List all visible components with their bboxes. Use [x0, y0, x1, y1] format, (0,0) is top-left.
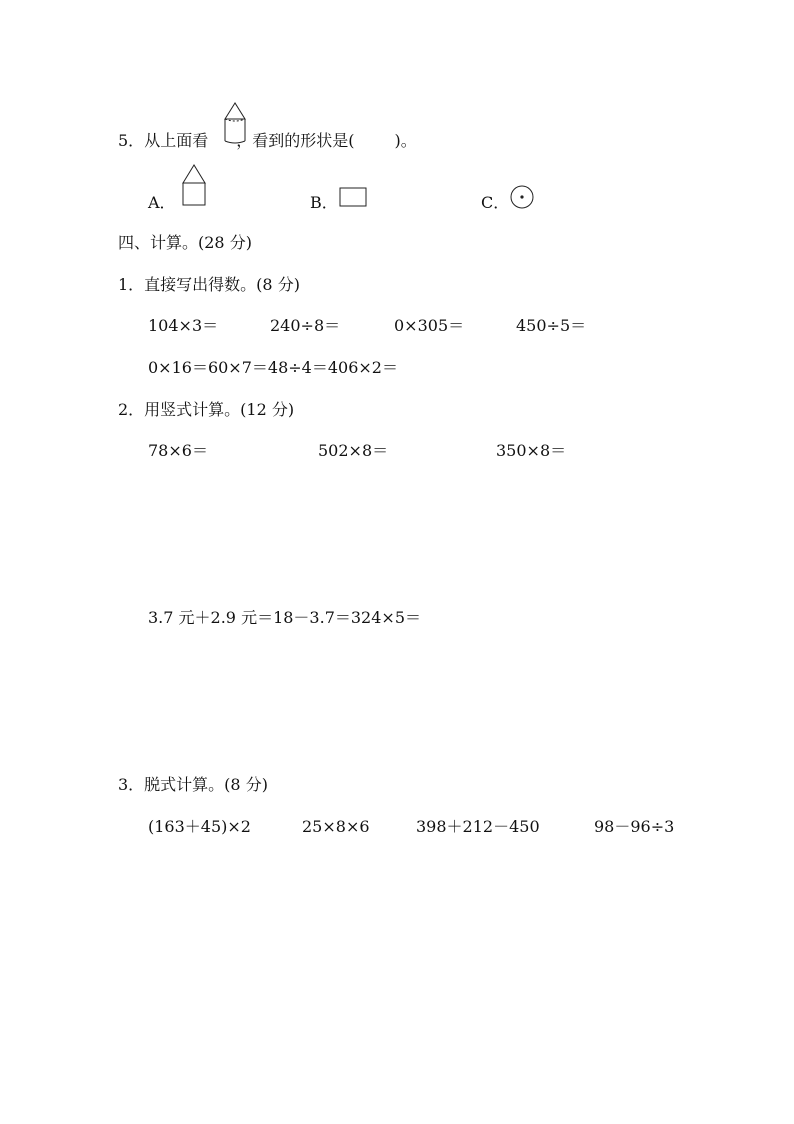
p2-expr-3: 350×8＝: [496, 441, 567, 460]
p2-expr-1: 78×6＝: [148, 441, 208, 460]
p2-row2: 3.7 元＋2.9 元＝18－3.7＝324×5＝: [148, 608, 421, 627]
p3-expr-3: 398＋212－450: [416, 817, 540, 836]
option-a-label: A．: [148, 193, 176, 212]
q5-text-before: 从上面看: [144, 131, 209, 150]
section-title: 四、计算。(28 分): [118, 233, 252, 252]
p1-expr-4: 450÷5＝: [516, 316, 587, 335]
p1-expr-2: 240÷8＝: [270, 316, 341, 335]
part3-title: 3．脱式计算。(8 分): [118, 775, 268, 794]
q5-number: 5．: [118, 131, 145, 150]
circle-with-dot-icon: [510, 185, 536, 211]
option-c-label: C．: [481, 193, 510, 212]
house-shape-icon: [181, 163, 207, 209]
p3-expr-1: (163＋45)×2: [148, 817, 251, 836]
cylinder-with-cone-icon: [220, 101, 250, 147]
rectangle-icon: [339, 187, 369, 209]
part2-title: 2．用竖式计算。(12 分): [118, 400, 295, 419]
q5-line: [118, 131, 417, 151]
p3-expr-2: 25×8×6: [302, 817, 370, 836]
option-b-label: B．: [310, 193, 338, 212]
q5-close-paren: )。: [394, 131, 417, 150]
part1-title: 1．直接写出得数。(8 分): [118, 275, 300, 294]
p3-expr-4: 98－96÷3: [594, 817, 675, 836]
p1-row2: 0×16＝60×7＝48÷4＝406×2＝: [148, 358, 398, 377]
p2-expr-2: 502×8＝: [318, 441, 389, 460]
p1-expr-3: 0×305＝: [394, 316, 465, 335]
q5-text-after: ，看到的形状是(: [236, 131, 355, 150]
p1-expr-1: 104×3＝: [148, 316, 219, 335]
